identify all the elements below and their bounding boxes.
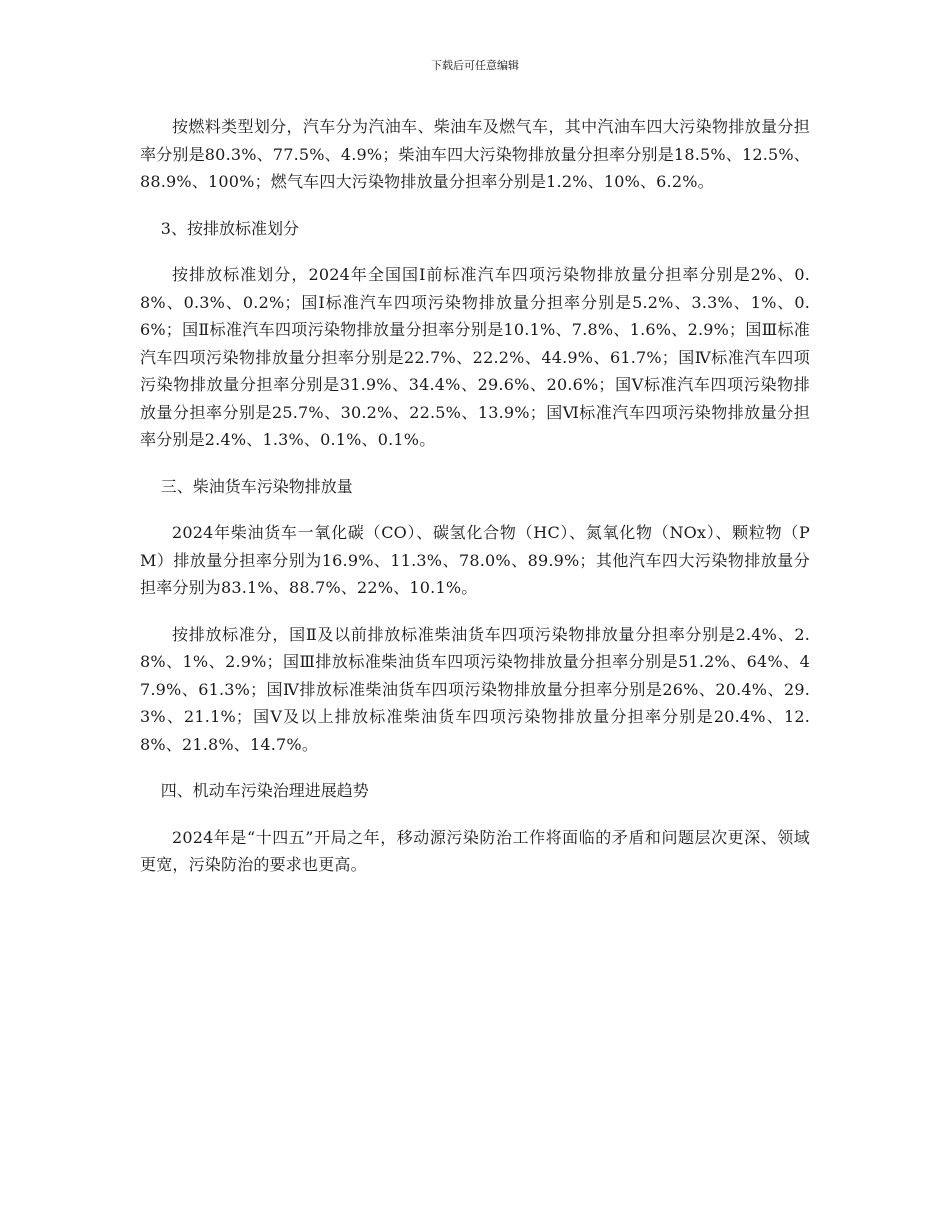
header-note: 下载后可任意编辑 <box>431 59 519 72</box>
section-heading-pollution-trends: 四、机动车污染治理进展趋势 <box>160 781 369 800</box>
paragraph-diesel-trucks-share: 2024年柴油货车一氧化碳（CO）、碳氢化合物（HC）、氮氧化物（NOx）、颗粒物（PM）排放量分担率分别为16.9%、11.3%、78.0%、89.9%；其他汽车四大污染物排放量分担率分别为83.1%、88.7%、22%、10.1%。 <box>140 523 810 597</box>
paragraph-pollution-trends: 2024年是“十四五”开局之年，移动源污染防治工作将面临的矛盾和问题层次更深、领域更宽，污染防治的要求也更高。 <box>140 827 810 874</box>
paragraph-fuel-type: 按燃料类型划分，汽车分为汽油车、柴油车及燃气车，其中汽油车四大污染物排放量分担率分别是80.3%、77.5%、4.9%；柴油车四大污染物排放量分担率分别是18.5%、12.5%、88.9%、100%；燃气车四大污染物排放量分担率分别是1.2%、10%、6.2%。 <box>140 117 810 191</box>
document-body <box>140 113 810 898</box>
section-heading-diesel-trucks: 三、柴油货车污染物排放量 <box>160 476 353 496</box>
section-heading-emission-standard: 3、按排放标准划分 <box>160 218 299 238</box>
paragraph-diesel-trucks-standard: 按排放标准分，国Ⅱ及以前排放标准柴油货车四项污染物排放量分担率分别是2.4%、2.8%、1%、2.9%；国Ⅲ排放标准柴油货车四项污染物排放量分担率分别是51.2%、64%、47.9%、61.3%；国Ⅳ排放标准柴油货车四项污染物排放量分担率分别是26%、20.4%、29.3%、21.1%；国Ⅴ及以上排放标准柴油货车四项污染物排放量分担率分别是20.4%、12.8%、21.8%、14.7%。 <box>140 624 810 754</box>
paragraph-emission-standard: 按排放标准划分，2024年全国国Ⅰ前标准汽车四项污染物排放量分担率分别是2%、0.8%、0.3%、0.2%；国Ⅰ标准汽车四项污染物排放量分担率分别是5.2%、3.3%、1%、0.6%；国Ⅱ标准汽车四项污染物排放量分担率分别是10.1%、7.8%、1.6%、2.9%；国Ⅲ标准汽车四项污染物排放量分担率分别是22.7%、22.2%、44.9%、61.7%；国Ⅳ标准汽车四项污染物排放量分担率分别是31.9%、34.4%、29.6%、20.6%；国Ⅴ标准汽车四项污染物排放量分担率分别是25.7%、30.2%、22.5%、13.9%；国Ⅵ标准汽车四项污染物排放量分担率分别是2.4%、1.3%、0.1%、0.1%。 <box>140 265 810 449</box>
